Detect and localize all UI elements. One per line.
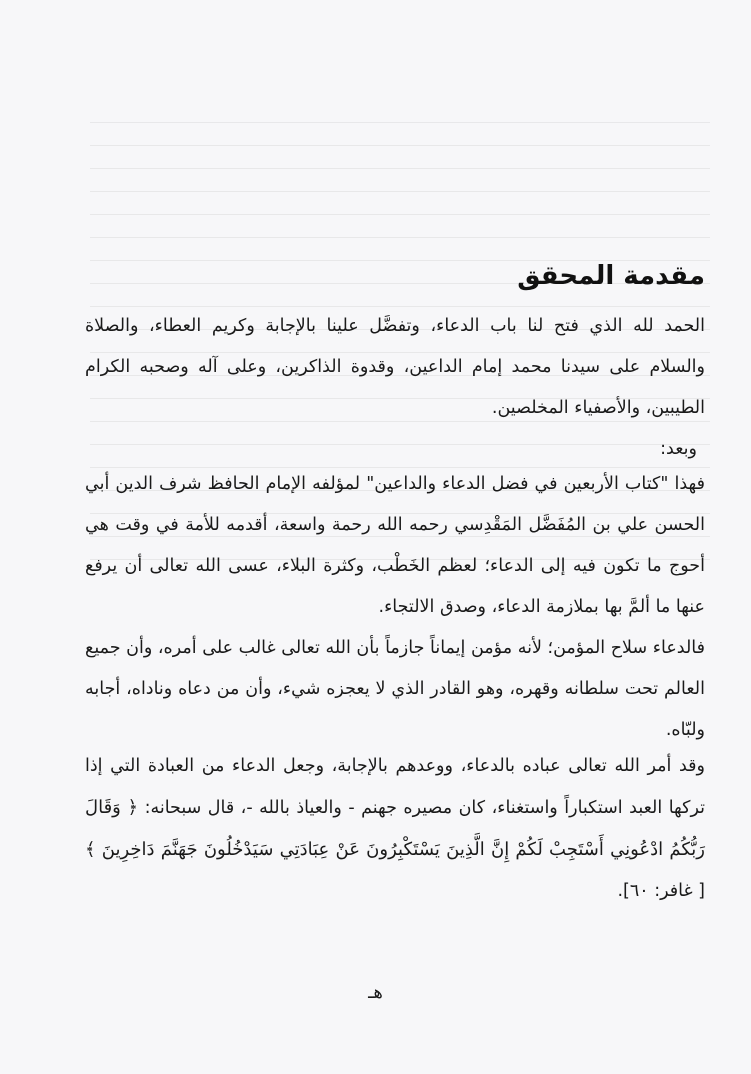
document-page <box>85 0 705 1074</box>
paragraph-book-intro: فهذا "كتاب الأربعين في فضل الدعاء والداعين" لمؤلفه الإمام الحافظ شرف الدين أبي الحسن علي بن المُفَضَّل المَقْدِسي رحمه الله رحمة واسعة، أقدمه للأمة في وقت هي أحوج ما تكون فيه إلى الدعاء؛ لعظم الخَطْب، وكثرة البلاء، عسى الله تعالى أن يرفع عنها ما ألمَّ بها بملازمة الدعاء، وصدق الالتجاء. <box>85 474 705 617</box>
section-heading: مقدمة المحقق <box>517 261 705 291</box>
paragraph-command <box>85 746 705 912</box>
quran-verse: ﴿ وَقَالَ رَبُّكُمُ ادْعُونِي أَسْتَجِبْ لَكُمْ إِنَّ الَّذِينَ يَسْتَكْبِرُونَ عَنْ عِبَادَتِي سَيَدْخُلُونَ جَهَنَّمَ دَاخِرِينَ ﴾ <box>85 797 705 860</box>
paragraph-opening: الحمد لله الذي فتح لنا باب الدعاء، وتفضَّل علينا بالإجابة وكريم العطاء، والصلاة والسلام على سيدنا محمد إمام الداعين، وقدوة الذاكرين، وعلى آله وصحبه الكرام الطيبين، والأصفياء المخلصين. <box>85 316 705 418</box>
paragraph-command-text: وقد أمر الله تعالى عباده بالدعاء، ووعدهم بالإجابة، وجعل الدعاء من العبادة التي إذا تركها العبد استكباراً واستغناء، كان مصيره جهنم - والعياذ بالله -، قال سبحانه: <box>85 756 705 818</box>
page-number: هـ <box>368 982 383 1003</box>
paragraph-weapon: فالدعاء سلاح المؤمن؛ لأنه مؤمن إيماناً جازماً بأن الله تعالى غالب على أمره، وأن جميع العالم تحت سلطانه وقهره، وهو القادر الذي لا يعجزه شيء، وأن من دعاه وناداه، أجابه ولبّاه. <box>85 638 705 740</box>
paragraph-wabad: وبعد: <box>660 439 697 459</box>
verse-citation: [ غافر: ٦٠]. <box>617 881 705 901</box>
